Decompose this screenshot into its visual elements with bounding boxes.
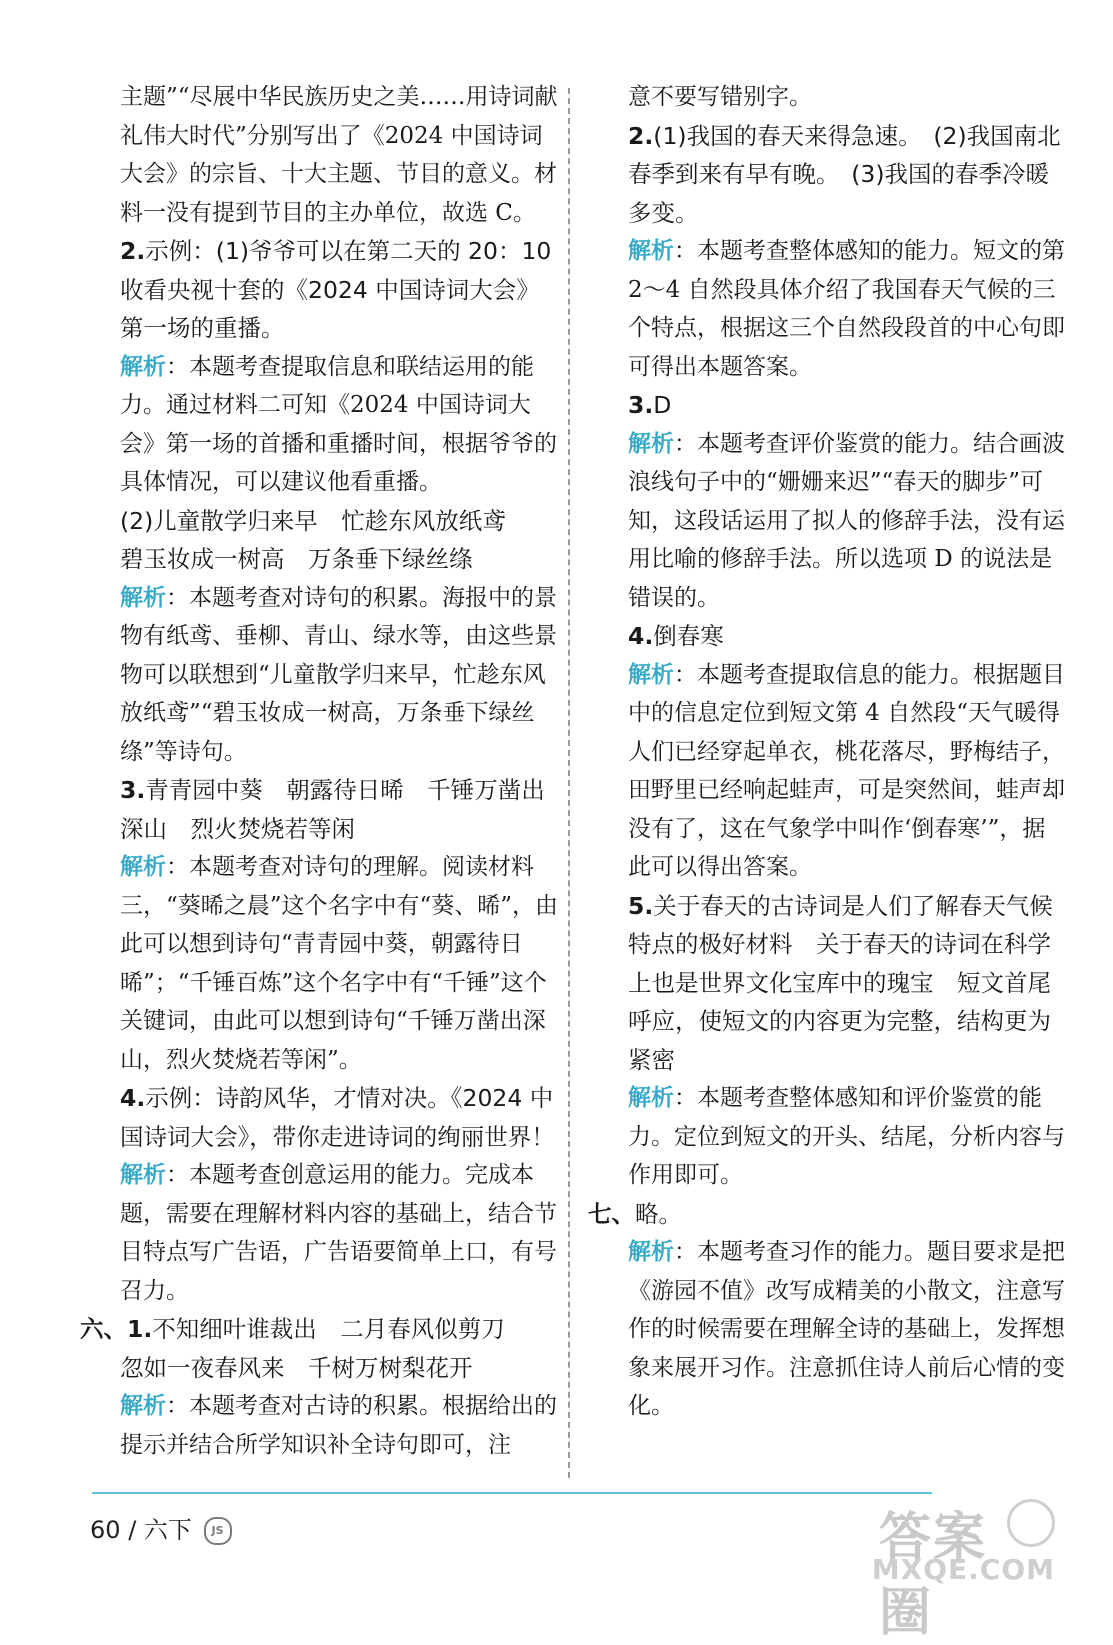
answer-text: 碧玉妆成一树高 万条垂下绿丝绦 [120,545,473,573]
analysis-text: ：本题考查习作的能力。题目要求是把《游园不值》改写成精美的小散文，注意写作的时候需要在理解全诗的基础上，发挥想象来展开习作。注意抓住诗人前后心情的变化。 [628,1239,1065,1419]
answer-paragraph [628,117,1068,233]
analysis-text: ：本题考查提取信息和联结运用的能力。通过材料二可知《2024 中国诗词大会》第一场的首播和重播时间，根据爷爷的具体情况，可以建议他看重播。 [120,353,557,495]
analysis-tag: 解析 [628,430,674,457]
watermark-url: MXQE.COM [871,1553,1055,1586]
footer-rule [92,1492,932,1494]
question-number: 4. [120,1084,146,1112]
analysis-text: ：本题考查对诗句的积累。海报中的景物有纸鸢、垂柳、青山、绿水等，由这些景物可以联想到“儿童散学归来早，忙趁东风放纸鸢”“碧玉妆成一树高，万条垂下绿丝绦”等诗句。 [120,584,557,765]
analysis-paragraph [628,1079,1068,1195]
analysis-paragraph [628,656,1068,887]
right-column [588,78,1068,1426]
watermark-text: 答案圈 [879,1508,988,1643]
answer-text: (2)儿童散学归来早 忙趁东风放纸鸢 [120,506,506,535]
footer-separator: / [128,1516,137,1544]
body-paragraph [120,78,560,232]
analysis-tag: 解析 [120,353,166,380]
question-number: 1. [127,1315,153,1343]
analysis-tag: 解析 [120,1393,166,1419]
analysis-paragraph [120,1156,560,1310]
answer-text: 不知细叶谁裁出 二月春风似剪刀 [152,1315,505,1343]
left-column [80,78,560,1464]
analysis-tag: 解析 [120,854,166,880]
analysis-paragraph [120,579,560,772]
answer-text: (1)我国的春天来得急速。 (2)我国南北春季到来有早有晚。 (3)我国的春季冷暖多变。 [628,121,1061,227]
answer-paragraph [120,502,560,541]
analysis-tag: 解析 [120,1162,166,1188]
answer-paragraph [120,1349,560,1388]
analysis-text: ：本题考查提取信息的能力。根据题目中的信息定位到短文第 4 自然段“天气暖得人们已经穿起单衣，桃花落尽，野梅结子，田野里已经响起蛙声，可是突然间，蛙声却没有了，这在气象学中叫作‘倒春寒’”，据此可以得出答案。 [628,661,1065,880]
answer-text: 示例：诗韵风华，才情对决。《2024 中国诗词大会》，带你走进诗词的绚丽世界！ [120,1084,555,1151]
column-divider [568,88,570,1478]
answer-text: 关于春天的古诗词是人们了解春天气候特点的极好材料 关于春天的诗词在科学上也是世界文化宝库中的瑰宝 短文首尾呼应，使短文的内容更为完整，结构更为紧密 [628,891,1053,1074]
analysis-paragraph [120,1387,560,1464]
section-paragraph [588,1195,1068,1234]
answer-text: 略。 [635,1199,682,1228]
analysis-tag: 解析 [628,238,674,264]
body-paragraph [628,78,1068,117]
question-number: 3. [628,391,654,419]
analysis-paragraph [628,1233,1068,1426]
section-number: 六、 [80,1315,127,1343]
analysis-paragraph [120,348,560,502]
edition-badge-icon: JS [204,1517,232,1545]
analysis-tag: 解析 [628,1239,674,1265]
grade-label: 六下 [143,1516,192,1544]
question-number: 2. [120,237,146,265]
analysis-paragraph [628,232,1068,386]
analysis-paragraph [120,848,560,1079]
answer-text: 青青园中葵 朝露待日晞 千锤万凿出深山 烈火焚烧若等闲 [120,776,545,843]
analysis-tag: 解析 [120,584,166,611]
analysis-text: ：本题考查整体感知的能力。短文的第 2～4 自然段具体介绍了我国春天气候的三个特点，根据这三个自然段段首的中心句即可得出本题答案。 [628,238,1065,380]
answer-paragraph [120,540,560,579]
section-number: 七、 [588,1199,635,1228]
analysis-text: ：本题考查整体感知和评价鉴赏的能力。定位到短文的开头、结尾，分析内容与作用即可。 [628,1085,1065,1188]
answer-paragraph [120,1079,560,1156]
answer-paragraph [628,617,1068,656]
page-number: 60 [90,1516,121,1544]
analysis-tag: 解析 [628,661,674,688]
answer-paragraph [628,386,1068,425]
question-number: 3. [120,776,146,804]
body-text: 主题”“尽展中华民族历史之美……用诗词献礼伟大时代”分别写出了《2024 中国诗词大会》的宗旨、十大主题、节目的意义。材料一没有提到节目的主办单位，故选 C。 [120,84,558,226]
answer-text: 忽如一夜春风来 千树万树梨花开 [120,1353,473,1382]
answer-text: 示例：(1)爷爷可以在第二天的 20：10 收看央视十套的《2024 中国诗词大会》第一场的重播。 [120,237,552,342]
watermark-logo [871,1495,1055,1643]
analysis-text: ：本题考查对古诗的积累。根据给出的提示并结合所学知识补全诗句即可，注 [120,1393,557,1458]
section-paragraph [80,1310,560,1349]
body-text: 意不要写错别字。 [628,84,812,110]
answer-paragraph [120,771,560,848]
answer-text: D [653,391,672,419]
analysis-paragraph [628,425,1068,618]
answer-paragraph [120,232,560,348]
answer-text: 倒春寒 [653,622,724,650]
page-footer [90,1510,232,1545]
analysis-tag: 解析 [628,1085,674,1111]
question-number: 2. [628,121,654,150]
analysis-text: ：本题考查创意运用的能力。完成本题，需要在理解材料内容的基础上，结合节目特点写广告语，广告语要简单上口，有号召力。 [120,1162,557,1304]
question-number: 4. [628,622,654,650]
answer-paragraph [628,887,1068,1080]
analysis-text: ：本题考查评价鉴赏的能力。结合画波浪线句子中的“姗姗来迟”“春天的脚步”可知，这段话运用了拟人的修辞手法，没有运用比喻的修辞手法。所以选项 D 的说法是错误的。 [628,430,1065,611]
analysis-text: ：本题考查对诗句的理解。阅读材料三，“葵晞之晨”这个名字中有“葵、晞”，由此可以想到诗句“青青园中葵，朝露待日晞”；“千锤百炼”这个名字中有“千锤”这个关键词，由此可以想到诗句“千锤万凿出深山，烈火焚烧若等闲”。 [120,854,559,1073]
question-number: 5. [628,891,654,920]
